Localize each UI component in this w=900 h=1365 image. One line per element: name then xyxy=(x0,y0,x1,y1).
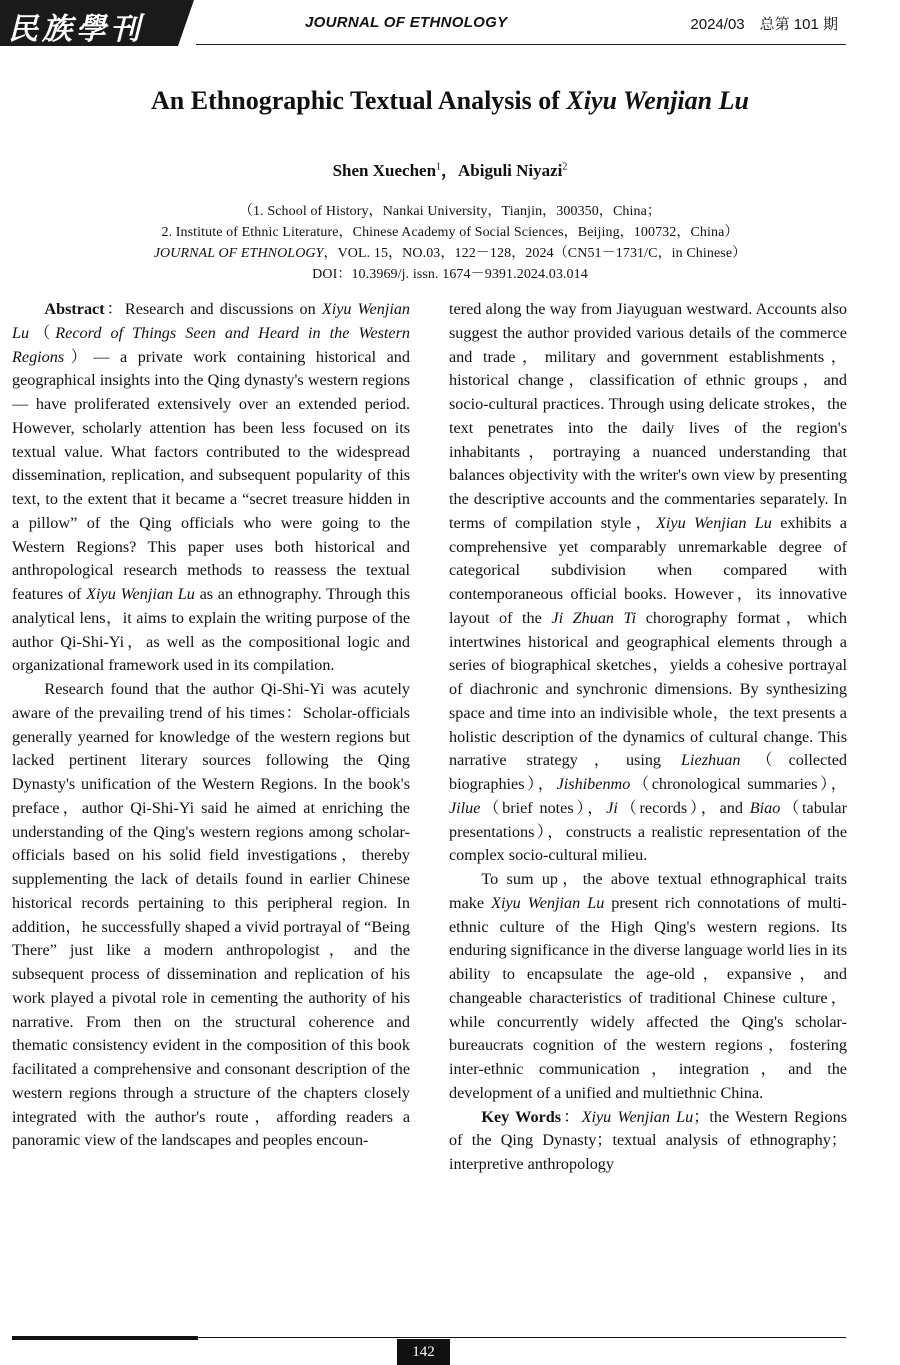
text-run: present rich connotations of multi-ethnic culture of the High Qing's western regions. Its enduring significance in the diverse language world lies in its ability to encapsulate the age-old，expansive，and changeable characteristics of traditional Chinese culture，while concurrently widely affected the Qing's scholar-bureaucrats cognition of the western regions，fostering inter-ethnic communication，integration，and the development of a unified and multiethnic China. xyxy=(449,893,848,1102)
affiliation-2: 2. Institute of Ethnic Literature，Chinese Academy of Social Sciences，Beijing，100732，China） xyxy=(161,225,739,240)
italic-run: Xiyu Wenjian Lu xyxy=(86,585,195,603)
abstract-column-right xyxy=(449,298,847,1177)
citation-details: ，VOL. 15，NO.03，122－128，2024（CN51－1731/C，in Chinese） xyxy=(323,246,747,261)
masthead xyxy=(0,0,900,50)
italic-run: Xiyu Wenjian Lu xyxy=(491,893,605,912)
abstract-column-left xyxy=(12,298,410,1153)
title-text: An Ethnographic Textual Analysis of xyxy=(151,86,567,115)
keywords-text: ；the Western Regions of the Qing Dynasty；textual analysis of ethnography；interpretive anthropology xyxy=(449,1107,848,1173)
text-run: （brief notes）， xyxy=(480,798,607,817)
journal-logo xyxy=(0,0,178,46)
italic-run: Jilue xyxy=(449,798,481,817)
author-1: Shen Xuechen xyxy=(332,161,437,180)
text-run: chorography format，which intertwines historical and geographical elements through a series of biographical sketches，yields a cohesive portrayal of diachronic and synchronic dimensions. By synthesizing space and time into an indivisible whole，the text presents a holistic description of the dynamics of cultural change. This narrative strategy，using xyxy=(449,608,847,770)
citation-journal: JOURNAL OF ETHNOLOGY xyxy=(153,246,324,261)
citation-line xyxy=(0,242,900,262)
abstract-paragraph-2: Research found that the author Qi-Shi-Yi was acutely aware of the prevailing trend of his times：Scholar-officials generally yearned for knowledge of the western regions but lacked pertinent literary sources following the Qing Dynasty's unification of the Western Regions. In the book's preface，author Qi-Shi-Yi said he aimed at enriching the understanding of the Qing's western regions among scholar-officials based on his solid field investigations，thereby supplementing the lack of details found in earlier Chinese historical records pertaining to this peripheral region. In addition，he successfully shaped a vivid portrayal of “Being There” just like a modern anthropologist，and the subsequent process of dissemination and replication of his work played a pivotal role in cementing the authority of his narrative. From then on the structural coherence and thematic consistency evident in the composition of this book facilitated a comprehensive and consonant description of the western regions through a structure of the chapters closely integrated with the author's route，affording readers a panoramic view of the landscapes and peoples encoun- xyxy=(12,680,410,1150)
italic-run: Biao xyxy=(749,798,781,817)
abstract-paragraph-4 xyxy=(449,868,847,1106)
footer-rule xyxy=(198,1337,846,1338)
text-run: （chronological summaries）， xyxy=(630,775,847,793)
text-run: ）— a private work containing historical and geographical insights into the Qing dynasty's western regions — have proliferated extensively over an extended period. However, scholarly attention has been less focused on its textual value. What factors contributed to the widespread dissemination, replication, and subsequent popularity of this text, to the extent that it became a “secret treasure hidden in a pillow” of the Qing officials who were going to the Western Regions? This paper uses both historical and anthropological research methods to reassess the textual features of xyxy=(12,347,410,603)
abstract-paragraph-1 xyxy=(12,298,410,678)
keyword-italic: Xiyu Wenjian Lu xyxy=(581,1107,694,1126)
abstract-paragraph-3 xyxy=(449,298,847,868)
text-run: （records），and xyxy=(617,798,750,817)
italic-run: Xiyu Wenjian Lu xyxy=(656,513,772,532)
text-run: To sum up，the above textual ethnographical traits make xyxy=(449,870,847,912)
doi-line: DOI：10.3969/j. issn. 1674－9391.2024.03.014 xyxy=(312,267,588,282)
logo-text: 民族學刊 xyxy=(8,12,144,47)
text-run: （ xyxy=(29,323,56,342)
text-run: tered along the way from Jiayuguan westward. Accounts also suggest the author provided various details of the commerce and trade，military and government establishments，historical change，classification of ethnic groups，and socio-cultural practices. Through using delicate strokes，the text penetrates into the daily lives of the region's inhabitants，portraying a nuanced understanding that balances objectivity with the writer's own view by presenting the descriptive accounts and the commentaries separately. In terms of compilation style， xyxy=(449,300,847,532)
page-number: 142 xyxy=(397,1339,450,1365)
author-1-affil-mark: 1 xyxy=(436,161,442,173)
author-separator: ， xyxy=(441,161,459,180)
text-run: （tabular presentations），constructs a realistic representation of the complex socio-cultural milieu. xyxy=(449,798,847,865)
footer-rule-thick xyxy=(12,1336,198,1340)
article-title xyxy=(0,86,900,116)
affiliation-1: （1. School of History，Nankai University，Tianjin，300350，China； xyxy=(238,204,662,219)
text-run: exhibits a comprehensive yet comparably unremarkable degree of categorical subdivision when compared with contemporaneous official books. However，its innovative layout of the xyxy=(449,513,847,627)
text-run: Research and discussions on xyxy=(124,300,322,318)
italic-run: Ji Zhuan Ti xyxy=(551,608,637,627)
abstract-colon: ： xyxy=(104,300,125,318)
italic-run: Jishibenmo xyxy=(556,775,631,793)
abstract-label: Abstract xyxy=(44,300,105,318)
keywords-colon: ： xyxy=(561,1107,582,1126)
text-run: （collected biographies）， xyxy=(449,751,847,793)
italic-run: Liezhuan xyxy=(681,751,741,770)
text-run: as an ethnography. Through this analytical lens，it aims to explain the writing purpose of the author Qi-Shi-Yi，as well as the compositional logic and organizational framework used in its compilation. xyxy=(12,585,411,675)
authors xyxy=(0,156,900,181)
author-2: Abiguli Niyazi xyxy=(458,161,563,180)
keywords-label: Key Words xyxy=(481,1107,562,1126)
title-italic-text: Xiyu Wenjian Lu xyxy=(566,86,749,115)
journal-name: JOURNAL OF ETHNOLOGY xyxy=(305,14,508,31)
italic-run: Record of Things Seen and Heard in the Western Regions xyxy=(12,323,410,366)
author-2-affil-mark: 2 xyxy=(562,161,568,173)
keywords-paragraph xyxy=(449,1106,847,1177)
header-rule xyxy=(196,44,846,45)
italic-run: Ji xyxy=(606,798,618,817)
italic-run: Xiyu Wenjian Lu xyxy=(12,300,411,342)
issue-info: 2024/03 总第 101 期 xyxy=(690,16,838,33)
